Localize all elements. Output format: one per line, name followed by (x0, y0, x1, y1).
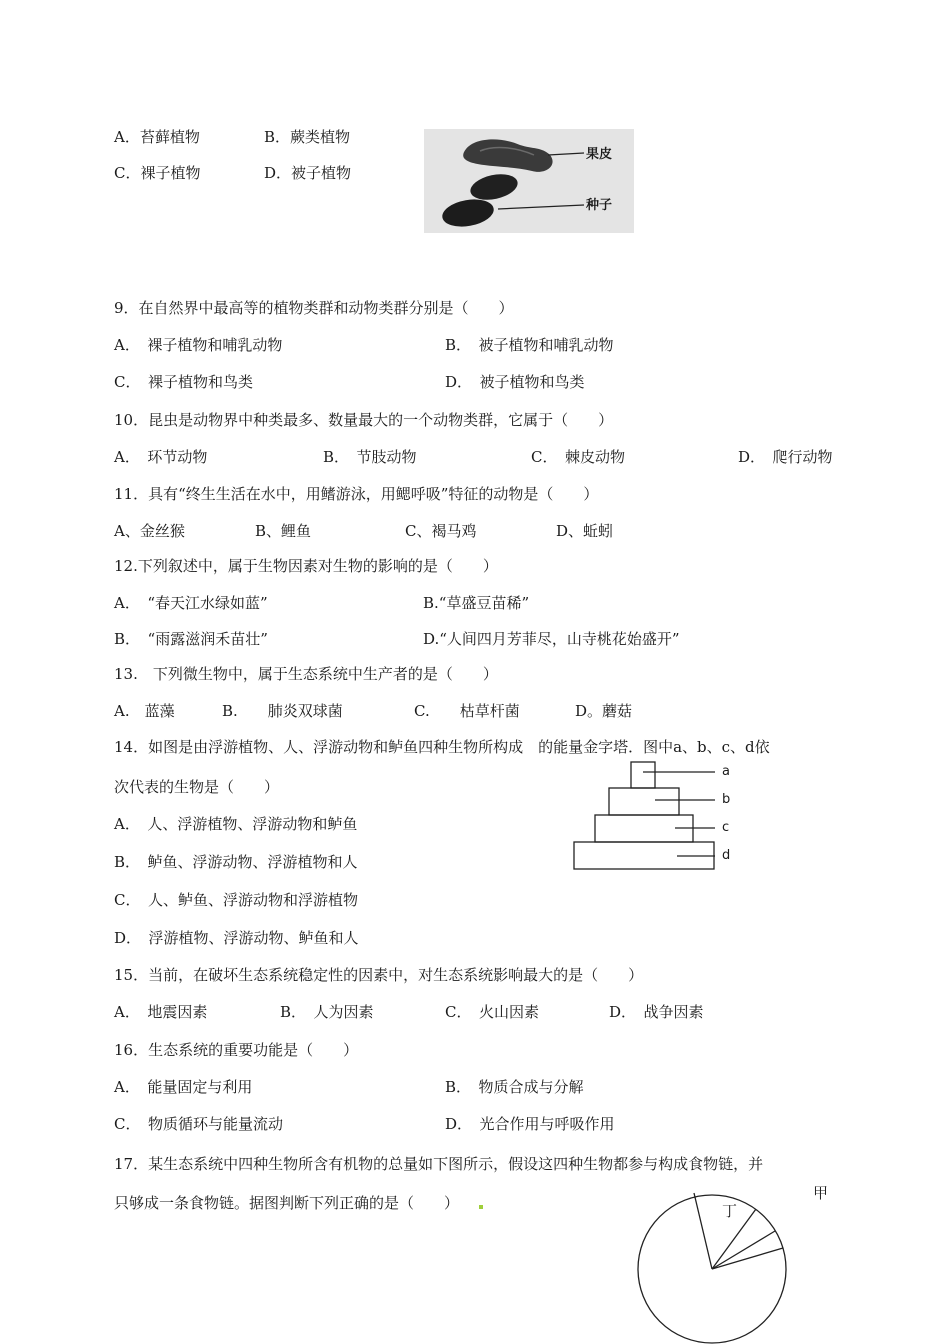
pyramid-level-a (631, 762, 655, 788)
q16-option-d: D． 光合作用与呼吸作用 (445, 1115, 615, 1133)
q14-option-a: A． 人、浮游植物、浮游动物和鲈鱼 (114, 815, 358, 833)
q14-option-d: D． 浮游植物、浮游动物、鲈鱼和人 (114, 929, 359, 947)
q11-option-b: B、鲤鱼 (255, 522, 312, 540)
seed-label: 种子 (586, 198, 613, 213)
pyramid-level-b (609, 788, 679, 815)
q8-option-c: C．裸子植物 (114, 164, 201, 182)
pie-divider-3 (712, 1231, 775, 1269)
q13-stem: 13. 下列微生物中，属于生态系统中生产者的是（ ） (114, 665, 498, 683)
q8-option-d: D．被子植物 (264, 164, 352, 182)
energy-pyramid-diagram (565, 755, 765, 875)
q11-option-c: C、褐马鸡 (405, 522, 477, 540)
organic-matter-pie-chart (630, 1185, 800, 1344)
q11-option-a: A、金丝猴 (114, 522, 185, 540)
q9-stem: 9．在自然界中最高等的植物类群和动物类群分别是（ ） (114, 299, 514, 317)
q14-option-b: B． 鲈鱼、浮游动物、浮游植物和人 (114, 853, 358, 871)
q14-stem-line1: 14．如图是由浮游植物、人、浮游动物和鲈鱼四种生物所构成 的能量金字塔．图中a、b、c、d依 (114, 738, 770, 756)
pie-divider-1 (694, 1193, 712, 1269)
q13-option-a: A. 蓝藻 (114, 702, 175, 720)
peanut-seed-upper (468, 170, 520, 203)
q12-stem: 12.下列叙述中，属于生物因素对生物的影响的是（ ） (114, 557, 498, 575)
pyramid-label-c: c (722, 820, 730, 835)
q10-option-a: A． 环节动物 (114, 448, 208, 466)
peanut-seed-lower (440, 196, 496, 231)
q16-option-a: A． 能量固定与利用 (114, 1078, 253, 1096)
q10-stem: 10．昆虫是动物界中种类最多、数量最大的一个动物类群，它属于（ ） (114, 411, 614, 429)
q9-option-d: D． 被子植物和鸟类 (445, 373, 585, 391)
q17-stem-line2: 只够成一条食物链。据图判断下列正确的是（ ） (114, 1194, 460, 1212)
q15-stem: 15．当前，在破坏生态系统稳定性的因素中，对生态系统影响最大的是（ ） (114, 966, 644, 984)
q15-option-c: C． 火山因素 (445, 1003, 539, 1021)
q10-option-d: D． 爬行动物 (738, 448, 833, 466)
pie-label-jia: 甲 (813, 1184, 829, 1202)
pie-divider-4 (712, 1248, 783, 1269)
q14-stem-line2: 次代表的生物是（ ） (114, 778, 280, 796)
q9-option-a: A． 裸子植物和哺乳动物 (114, 336, 283, 354)
q15-option-b: B． 人为因素 (280, 1003, 374, 1021)
q16-option-c: C． 物质循环与能量流动 (114, 1115, 283, 1133)
q9-option-b: B． 被子植物和哺乳动物 (445, 336, 614, 354)
q8-option-a: A．苔藓植物 (114, 128, 200, 146)
peanut-shell-shape (463, 139, 552, 171)
q10-option-c: C． 棘皮动物 (531, 448, 625, 466)
pericarp-pointer-line (548, 153, 584, 155)
q15-option-d: D． 战争因素 (609, 1003, 704, 1021)
pyramid-label-b: b (722, 792, 731, 807)
pyramid-label-a: a (722, 764, 730, 779)
q12-option-a: A． “春天江水绿如蓝” (114, 594, 268, 612)
q14-option-c: C． 人、鲈鱼、浮游动物和浮游植物 (114, 891, 358, 909)
q11-option-d: D、蚯蚓 (556, 522, 614, 540)
q9-option-c: C． 裸子植物和鸟类 (114, 373, 253, 391)
green-dot-mark (479, 1205, 483, 1209)
pericarp-label: 果皮 (586, 147, 613, 162)
q8-option-b: B．蕨类植物 (264, 128, 351, 146)
q13-option-d: D。蘑菇 (575, 702, 633, 720)
q16-stem: 16．生态系统的重要功能是（ ） (114, 1041, 359, 1059)
q15-option-a: A． 地震因素 (114, 1003, 208, 1021)
seed-pointer-line (498, 205, 584, 209)
q13-option-c: C. 枯草杆菌 (414, 702, 520, 720)
q11-stem: 11．具有“终生生活在水中，用鳍游泳，用鳃呼吸”特征的动物是（ ） (114, 485, 599, 503)
q10-option-b: B． 节肢动物 (323, 448, 417, 466)
q12-option-c: B． “雨露滋润禾苗壮” (114, 630, 268, 648)
q16-option-b: B． 物质合成与分解 (445, 1078, 584, 1096)
pyramid-label-d: d (722, 848, 731, 863)
pie-label-ding: 丁 (722, 1202, 738, 1220)
q12-option-b: B.“草盛豆苗稀” (423, 594, 530, 612)
q13-option-b: B. 肺炎双球菌 (222, 702, 343, 720)
q12-option-d: D.“人间四月芳菲尽，山寺桃花始盛开” (423, 630, 680, 648)
q17-stem-line1: 17．某生态系统中四种生物所含有机物的总量如下图所示，假设这四种生物都参与构成食物链，并 (114, 1155, 764, 1173)
